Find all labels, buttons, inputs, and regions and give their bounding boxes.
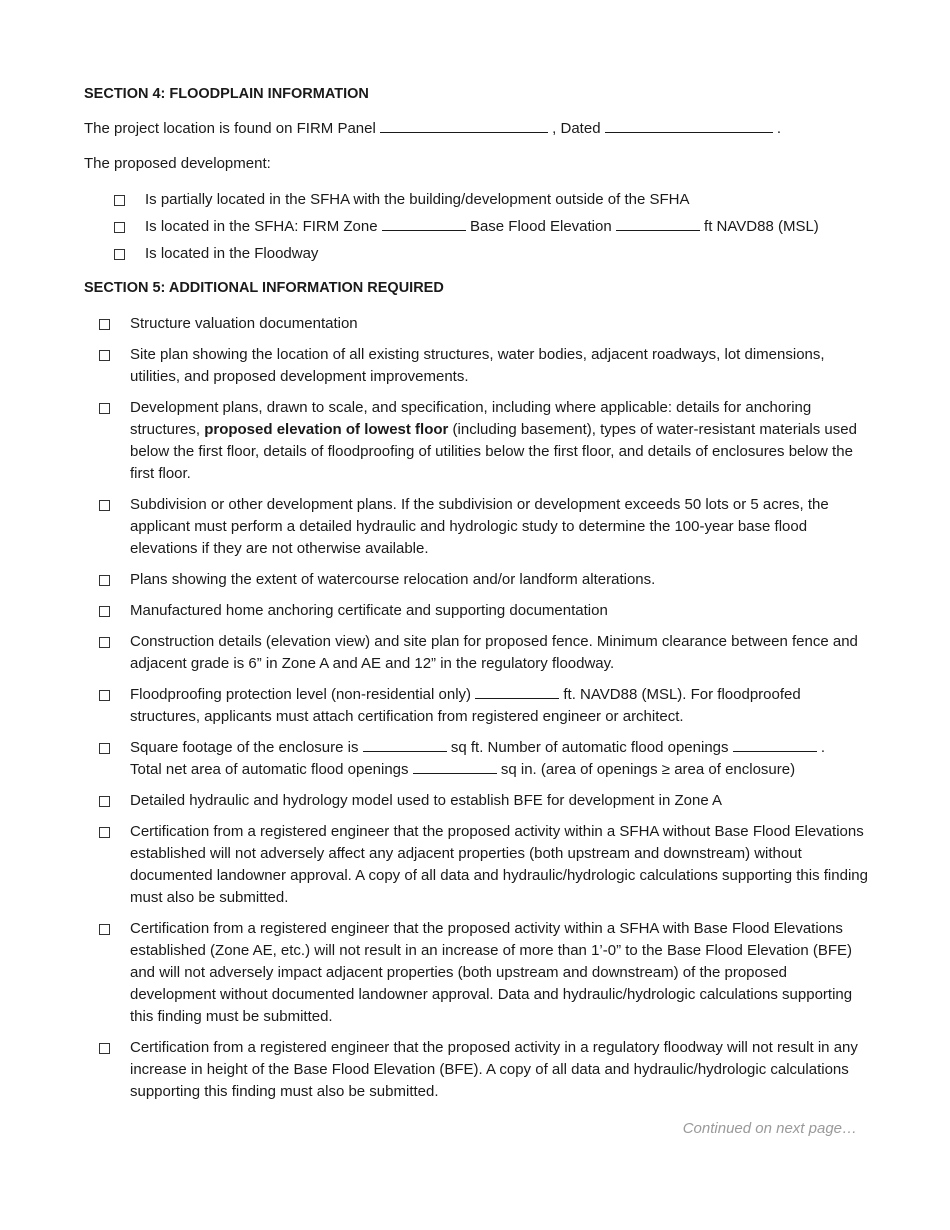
- item-floodproofing: [99, 684, 874, 728]
- openings-area-unit: sq in. (area of openings ≥ area of enclosure): [500, 761, 796, 778]
- item-subdivision-plans-label: Subdivision or other development plans. If the subdivision or development exceeds 50 lots or 5 acres, the applicant must perform a detailed hydraulic and hydrologic study to determine the 100-year base flood elevations if they are not otherwise available.: [130, 496, 829, 557]
- item-structure-valuation: [99, 313, 874, 335]
- item-cert-no-bfe-checkbox[interactable]: [99, 827, 110, 838]
- development-options: [84, 189, 874, 265]
- firm-panel-field[interactable]: [380, 118, 548, 133]
- option-floodway-label: Is located in the Floodway: [145, 245, 319, 262]
- item-site-plan-checkbox[interactable]: [99, 350, 110, 361]
- item-development-plans-text-b: (including basement), types of water-resistant materials used below the first floor, details of floodproofing of utilities below the first floor, and details of enclosures below the first floor.: [130, 421, 857, 482]
- item-cert-no-bfe-label: Certification from a registered engineer that the proposed activity within a SFHA without Base Flood Elevations established will not adversely affect any adjacent properties (both upstream and downstream) without documented landowner approval. A copy of all data and hydraulic/hydrologic calculations supporting this finding must also be submitted.: [130, 823, 868, 906]
- item-development-plans-text-a: Development plans, drawn to scale, and specification, including where applicable: details for anchoring structures,: [130, 399, 812, 438]
- firm-zone-label: Is located in the SFHA: FIRM Zone: [145, 218, 378, 235]
- item-cert-floodway: [99, 1037, 874, 1103]
- firm-zone-field[interactable]: [382, 216, 466, 231]
- flood-openings-field[interactable]: [733, 737, 817, 752]
- firm-dated-field[interactable]: [605, 118, 773, 133]
- item-development-plans-label: [130, 397, 874, 485]
- item-manufactured-home-label: Manufactured home anchoring certificate and supporting documentation: [130, 602, 608, 619]
- proposed-development-label: The proposed development:: [84, 155, 271, 172]
- section-5-heading: SECTION 5: ADDITIONAL INFORMATION REQUIRED: [84, 280, 444, 296]
- floodproofing-label-b: ft. NAVD88 (MSL). For floodproofed structures, applicants must attach certification from registered engineer or architect.: [130, 686, 801, 725]
- item-hydraulic-model: [99, 790, 874, 812]
- item-hydraulic-model-label: Detailed hydraulic and hydrology model used to establish BFE for development in Zone A: [130, 792, 723, 809]
- item-development-plans-checkbox[interactable]: [99, 403, 110, 414]
- floodproofing-label-a: Floodproofing protection level (non-residential only): [130, 686, 472, 703]
- item-cert-floodway-label: Certification from a registered engineer that the proposed activity in a regulatory floodway will not result in any increase in height of the Base Flood Elevation (BFE). A copy of all data and hydraulic/hydrologic calculations supporting this finding must also be submitted.: [130, 1039, 858, 1100]
- item-development-plans-bold: proposed elevation of lowest floor: [204, 421, 449, 438]
- openings-area-field[interactable]: [413, 759, 497, 774]
- option-partially-sfha-label: Is partially located in the SFHA with the building/development outside of the SFHA: [145, 191, 690, 208]
- item-fence-details-checkbox[interactable]: [99, 637, 110, 648]
- section-4: [84, 84, 874, 265]
- item-watercourse-plans: [99, 569, 874, 591]
- section-4-heading: SECTION 4: FLOODPLAIN INFORMATION: [84, 86, 369, 102]
- item-subdivision-plans: [99, 494, 874, 560]
- option-in-sfha-label: [145, 216, 874, 238]
- item-cert-with-bfe-label: Certification from a registered engineer that the proposed activity within a SFHA with Base Flood Elevations established (Zone AE, etc.) will not result in an increase of more than 1’-0” to the Base Flood Elevation (BFE) and will not adversely impact adjacent properties (both upstream and downstream) of the proposed development without documented landowner approval. Data and hydraulic/hydrologic calculations supporting this finding must be submitted.: [130, 920, 853, 1025]
- section-5: [84, 278, 874, 1103]
- item-cert-floodway-checkbox[interactable]: [99, 1043, 110, 1054]
- enclosure-sqft-field[interactable]: [363, 737, 447, 752]
- item-site-plan-label: Site plan showing the location of all existing structures, water bodies, adjacent roadways, lot dimensions, utilities, and proposed development improvements.: [130, 346, 825, 385]
- option-in-sfha-checkbox[interactable]: [114, 222, 125, 233]
- item-subdivision-plans-checkbox[interactable]: [99, 500, 110, 511]
- firm-panel-line: [84, 118, 874, 140]
- item-manufactured-home: [99, 600, 874, 622]
- item-structure-valuation-checkbox[interactable]: [99, 319, 110, 330]
- item-fence-details-label: Construction details (elevation view) and site plan for proposed fence. Minimum clearance between fence and adjacent grade is 6” in Zone A and AE and 12” in the regulatory floodway.: [130, 633, 858, 672]
- item-enclosure: [99, 737, 874, 781]
- item-enclosure-checkbox[interactable]: [99, 743, 110, 754]
- bfe-unit: ft NAVD88 (MSL): [704, 218, 819, 235]
- required-items: [84, 313, 874, 1103]
- flood-openings-end: .: [820, 739, 826, 756]
- item-structure-valuation-label: Structure valuation documentation: [130, 315, 358, 332]
- item-fence-details: [99, 631, 874, 675]
- item-manufactured-home-checkbox[interactable]: [99, 606, 110, 617]
- option-in-sfha: [114, 216, 874, 238]
- item-watercourse-plans-label: Plans showing the extent of watercourse relocation and/or landform alterations.: [130, 571, 656, 588]
- enclosure-sqft-label: Square footage of the enclosure is: [130, 739, 359, 756]
- item-cert-no-bfe: [99, 821, 874, 909]
- item-watercourse-plans-checkbox[interactable]: [99, 575, 110, 586]
- item-hydraulic-model-checkbox[interactable]: [99, 796, 110, 807]
- bfe-label: Base Flood Elevation: [469, 218, 612, 235]
- option-partially-sfha: [114, 189, 874, 211]
- form-page: [84, 84, 874, 1103]
- openings-area-label: Total net area of automatic flood openings: [130, 761, 409, 778]
- item-floodproofing-checkbox[interactable]: [99, 690, 110, 701]
- option-floodway-checkbox[interactable]: [114, 249, 125, 260]
- firm-line-end: .: [776, 120, 782, 137]
- item-enclosure-label: [130, 737, 874, 781]
- option-floodway: [114, 243, 874, 265]
- item-development-plans: [99, 397, 874, 485]
- item-floodproofing-label: [130, 684, 874, 728]
- firm-panel-label: The project location is found on FIRM Panel: [84, 120, 376, 137]
- item-cert-with-bfe: [99, 918, 874, 1028]
- item-site-plan: [99, 344, 874, 388]
- continued-note: Continued on next page…: [682, 1120, 857, 1137]
- flood-openings-label: sq ft. Number of automatic flood openings: [450, 739, 729, 756]
- firm-dated-label: , Dated: [552, 120, 601, 137]
- bfe-field[interactable]: [616, 216, 700, 231]
- floodproofing-level-field[interactable]: [475, 684, 559, 699]
- option-partially-sfha-checkbox[interactable]: [114, 195, 125, 206]
- item-cert-with-bfe-checkbox[interactable]: [99, 924, 110, 935]
